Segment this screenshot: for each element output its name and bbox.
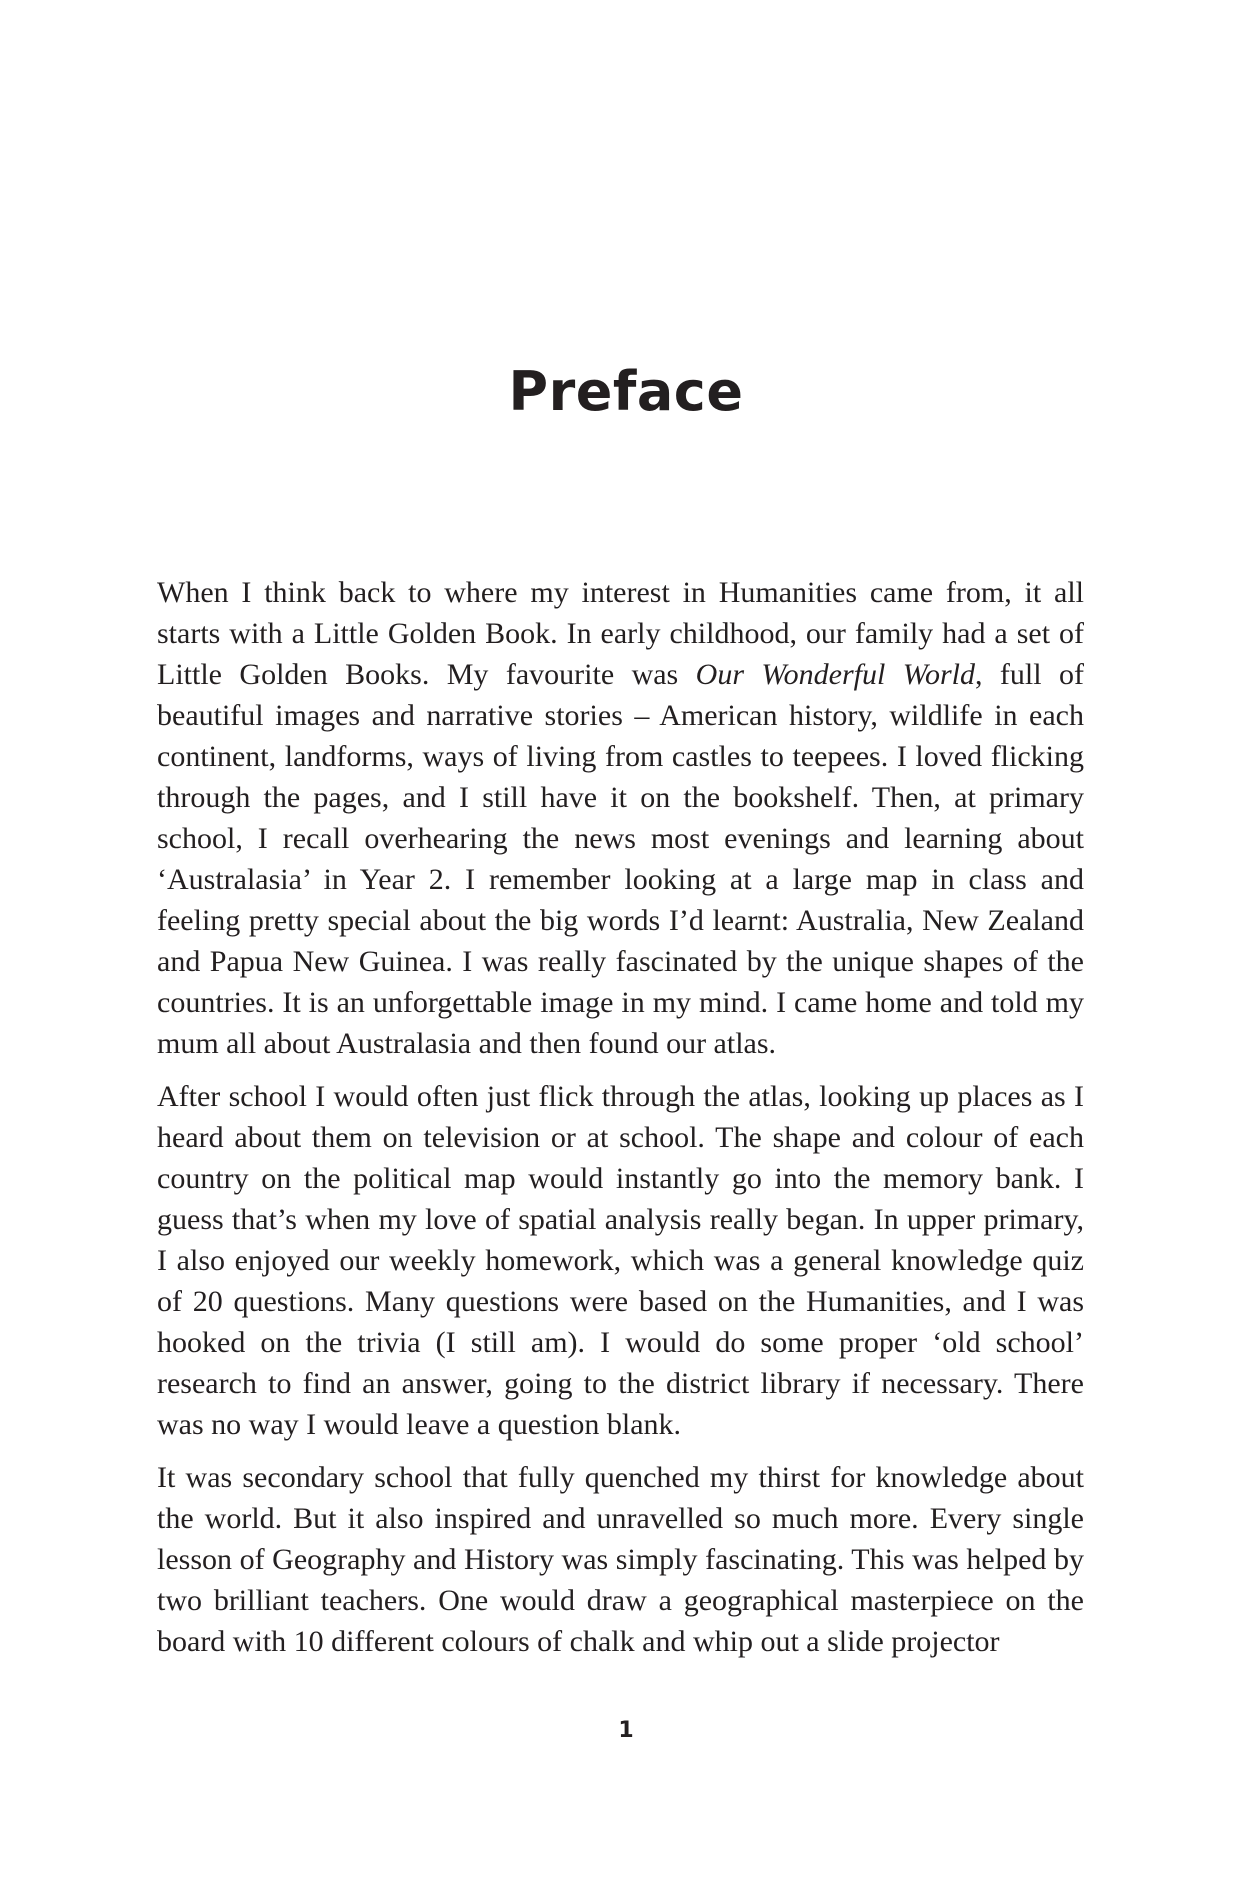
paragraph-1-text-before: When I think back to where my interest in Humanities came from, it all starts with a Little Golden Book. In early childhood, our family had a set of Little Golden Books. My favourite was — [157, 576, 1084, 691]
book-title-emphasis: Our Wonderful World — [695, 658, 975, 691]
body-text — [157, 572, 1084, 1674]
page-title: Preface — [508, 360, 744, 423]
page-number: 1 — [618, 1718, 634, 1743]
paragraph-1-text-after: , full of beautiful images and narrative stories – American history, wildlife in each continent, landforms, ways of living from castles to teepees. I loved flicking through the pages, and I still have it on the bookshelf. Then, at primary school, I recall overhearing the news most evenings and learning about ‘Australasia’ in Year 2. I remember looking at a large map in class and feeling pretty special about the big words I’d learnt: Australia, New Zealand and Papua New Guinea. I was really fascinated by the unique shapes of the countries. It is an unforgettable image in my mind. I came home and told my mum all about Australasia and then found our atlas. — [157, 658, 1085, 1060]
paragraph-2: After school I would often just flick through the atlas, looking up places as I heard about them on television or at school. The shape and colour of each country on the political map would instantly go into the memory bank. I guess that’s when my love of spatial analysis really began. In upper primary, I also enjoyed our weekly homework, which was a general knowledge quiz of 20 questions. Many questions were based on the Humanities, and I was hooked on the trivia (I still am). I would do some proper ‘old school’ research to find an answer, going to the district library if necessary. There was no way I would leave a question blank. — [157, 1080, 1084, 1441]
paragraph-1 — [157, 572, 1084, 1064]
paragraph-3: It was secondary school that fully quenched my thirst for knowledge about the world. But it also inspired and unravelled so much more. Every single lesson of Geography and History was simply fascinating. This was helped by two brilliant teachers. One would draw a geographical masterpiece on the board with 10 different colours of chalk and whip out a slide projector — [157, 1461, 1084, 1658]
